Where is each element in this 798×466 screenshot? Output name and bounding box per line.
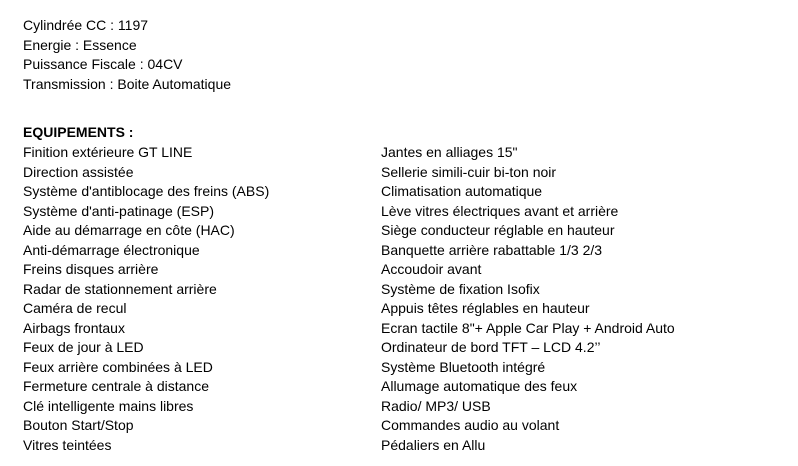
spec-energie: Energie : Essence (23, 36, 137, 53)
equipement-item: Freins disques arrière (23, 261, 159, 277)
equipements-heading: EQUIPEMENTS : (23, 124, 134, 140)
equipement-item: Direction assistée (23, 163, 134, 180)
equipement-item: Finition extérieure GT LINE (23, 144, 193, 160)
equipement-item: Airbags frontaux (23, 319, 125, 336)
equipement-item: Caméra de recul (23, 300, 127, 316)
equipement-item: Siège conducteur réglable en hauteur (381, 222, 615, 238)
equipements-right-column (381, 143, 675, 455)
equipement-item: Jantes en alliages 15" (381, 144, 518, 160)
equipement-item: Système de fixation Isofix (381, 280, 540, 297)
equipements-left-column (23, 143, 269, 455)
equipement-item: Aide au démarrage en côte (HAC) (23, 222, 235, 238)
equipement-item: Lève vitres électriques avant et arrière (381, 202, 619, 219)
equipement-item: Radar de stationnement arrière (23, 280, 217, 297)
equipement-item: Système d'antiblocage des freins (ABS) (23, 183, 270, 199)
equipement-item: Banquette arrière rabattable 1/3 2/3 (381, 241, 603, 258)
equipement-item: Clé intelligente mains libres (23, 397, 194, 414)
equipement-item: Accoudoir avant (381, 261, 482, 277)
equipement-item: Fermeture centrale à distance (23, 378, 209, 394)
equipement-item: Radio/ MP3/ USB (381, 397, 491, 414)
equipement-item: Ordinateur de bord TFT – LCD 4.2’’ (381, 339, 601, 355)
equipement-item: Feux de jour à LED (23, 339, 144, 355)
equipement-item: Appuis têtes réglables en hauteur (381, 300, 590, 316)
equipement-item: Feux arrière combinées à LED (23, 358, 213, 375)
equipement-item: Système d'anti-patinage (ESP) (23, 202, 214, 219)
equipement-item: Système Bluetooth intégré (381, 358, 546, 375)
equipement-item: Anti-démarrage électronique (23, 241, 200, 258)
equipement-item: Pédaliers en Allu (381, 436, 486, 453)
equipement-item: Commandes audio au volant (381, 417, 560, 433)
equipement-item: Sellerie simili-cuir bi-ton noir (381, 163, 557, 180)
spec-puissance: Puissance Fiscale : 04CV (23, 56, 183, 72)
equipement-item: Climatisation automatique (381, 183, 543, 199)
vehicle-specs (23, 16, 231, 94)
equipement-item: Vitres teintées (23, 436, 112, 453)
equipement-item: Bouton Start/Stop (23, 417, 134, 433)
spec-transmission: Transmission : Boite Automatique (23, 75, 232, 92)
equipement-item: Ecran tactile 8"+ Apple Car Play + Android Auto (381, 319, 675, 336)
equipement-item: Allumage automatique des feux (381, 378, 578, 394)
spec-cylindree: Cylindrée CC : 1197 (23, 17, 149, 33)
